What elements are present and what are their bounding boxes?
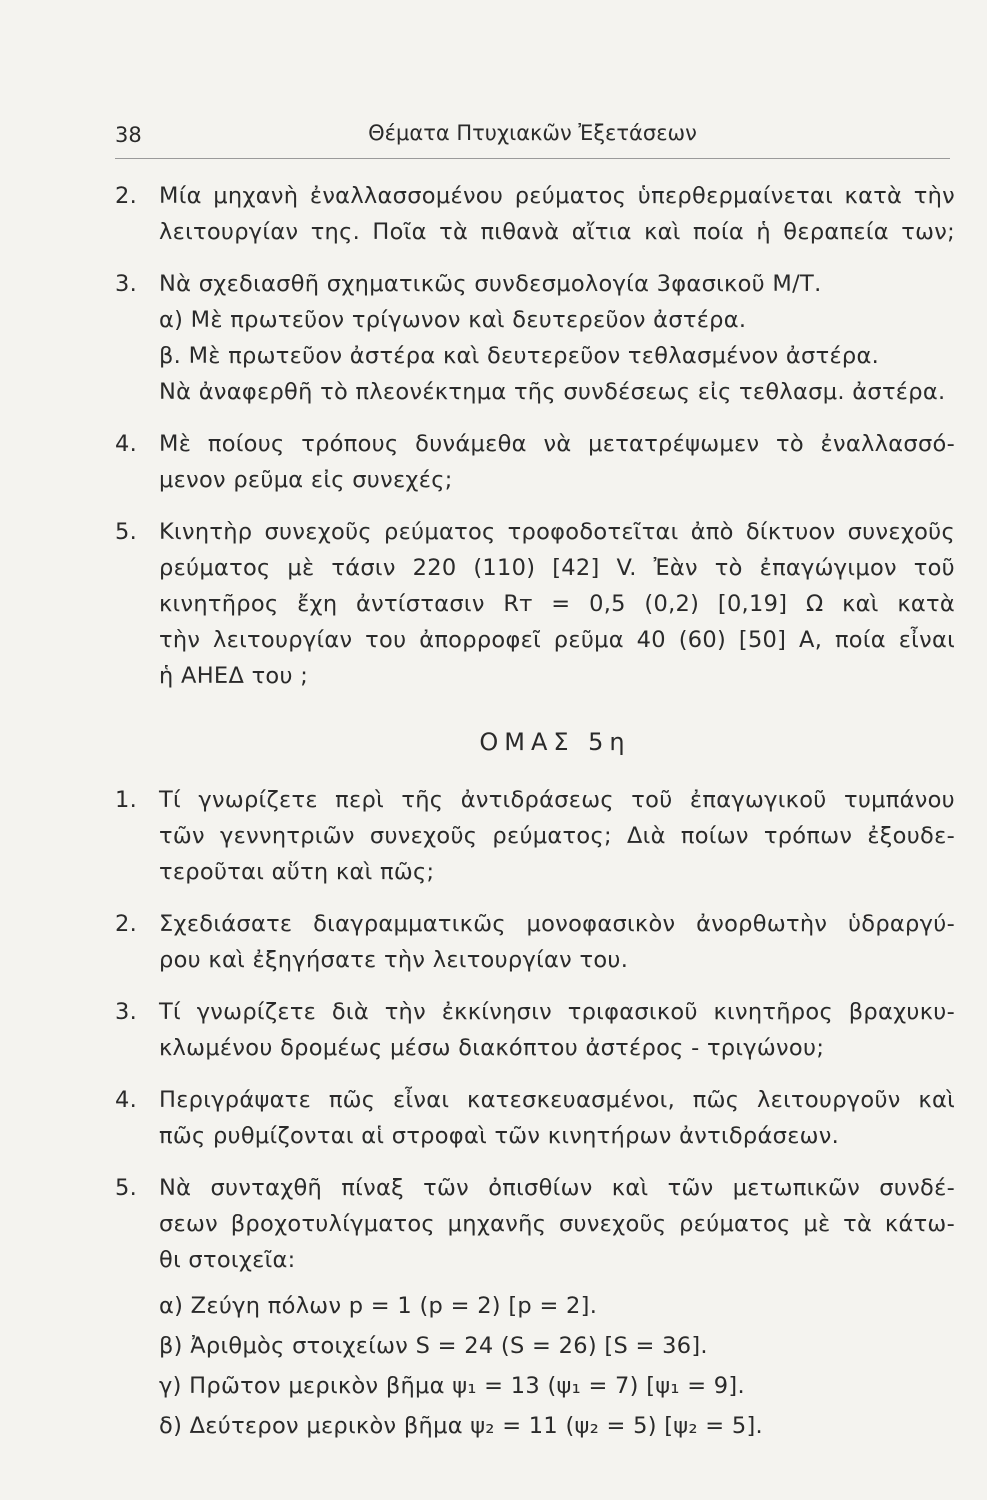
question-2 bbox=[115, 906, 955, 978]
question-3 bbox=[115, 266, 955, 410]
question-number: 2. bbox=[115, 183, 138, 209]
question-line: Περιγράψατε πῶς εἶναι κατεσκευασμένοι, πῶς λειτουργοῦν καὶ bbox=[159, 1087, 955, 1113]
question-line: Νὰ σχεδιασθῆ σχηματικῶς συνδεσμολογία 3φασικοῦ Μ/Τ. bbox=[159, 271, 822, 297]
question-number: 1. bbox=[115, 787, 138, 813]
question-line: Μία μηχανὴ ἐναλλασσομένου ρεύματος ὑπερθερμαίνεται κατὰ τὴν bbox=[159, 183, 955, 209]
question-line: θι στοιχεῖα: bbox=[159, 1247, 296, 1273]
question-line: Σχεδιάσατε διαγραμματικῶς μονοφασικὸν ἀνορθωτὴν ὑδραργύ- bbox=[159, 911, 955, 937]
question-line: Κινητὴρ συνεχοῦς ρεύματος τροφοδοτεῖται ἀπὸ δίκτυον συνεχοῦς bbox=[159, 519, 955, 545]
question-number: 3. bbox=[115, 271, 138, 297]
question-line: τὴν λειτουργίαν του ἀπορροφεῖ ρεῦμα 40 (60) [50] A, ποία εἶναι bbox=[159, 627, 955, 653]
question-line: β. Μὲ πρωτεῦον ἀστέρα καὶ δευτερεῦον τεθλασμένον ἀστέρα. bbox=[159, 343, 880, 369]
question-line: τῶν γεννητριῶν συνεχοῦς ρεύματος; Διὰ ποίων τρόπων ἐξουδε- bbox=[159, 823, 955, 849]
question-number: 4. bbox=[115, 1087, 138, 1113]
running-title: Θέματα Πτυχιακῶν Ἐξετάσεων bbox=[368, 121, 697, 145]
subitem: γ) Πρῶτον μερικὸν βῆμα ψ₁ = 13 (ψ₁ = 7) [ψ₁ = 9]. bbox=[159, 1373, 745, 1399]
question-line: Τί γνωρίζετε διὰ τὴν ἐκκίνησιν τριφασικοῦ κινητῆρος βραχυκυ- bbox=[159, 999, 955, 1025]
question-number: 2. bbox=[115, 911, 138, 937]
question-line: τεροῦται αὕτη καὶ πῶς; bbox=[159, 859, 435, 885]
question-5 bbox=[115, 1170, 955, 1446]
question-1 bbox=[115, 782, 955, 890]
question-line: ρου καὶ ἐξηγήσατε τὴν λειτουργίαν του. bbox=[159, 947, 629, 973]
question-line: α) Μὲ πρωτεῦον τρίγωνον καὶ δευτερεῦον ἀστέρα. bbox=[159, 307, 747, 333]
question-number: 3. bbox=[115, 999, 138, 1025]
section-title: ΟΜΑΣ 5η bbox=[479, 728, 631, 756]
question-number: 5. bbox=[115, 519, 138, 545]
question-line: κινητῆρος ἔχη ἀντίστασιν Rт = 0,5 (0,2) [0,19] Ω καὶ κατὰ bbox=[159, 591, 955, 617]
page-header bbox=[115, 118, 950, 159]
question-4 bbox=[115, 426, 955, 498]
question-line: σεων βροχοτυλίγματος μηχανῆς συνεχοῦς ρεύματος μὲ τὰ κάτω- bbox=[159, 1211, 955, 1237]
subitem: α) Ζεύγη πόλων p = 1 (p = 2) [p = 2]. bbox=[159, 1293, 598, 1319]
question-line: Νὰ συνταχθῆ πίναξ τῶν ὀπισθίων καὶ τῶν μετωπικῶν συνδέ- bbox=[159, 1175, 955, 1201]
subitem-list bbox=[159, 1286, 955, 1446]
question-4 bbox=[115, 1082, 955, 1154]
question-line: Μὲ ποίους τρόπους δυνάμεθα νὰ μετατρέψωμεν τὸ ἐναλλασσό- bbox=[159, 431, 955, 457]
page-number: 38 bbox=[115, 123, 142, 147]
question-line: λειτουργίαν της. Ποῖα τὰ πιθανὰ αἴτια καὶ ποία ἡ θεραπεία των; bbox=[159, 219, 955, 245]
question-3 bbox=[115, 994, 955, 1066]
question-line: Τί γνωρίζετε περὶ τῆς ἀντιδράσεως τοῦ ἐπαγωγικοῦ τυμπάνου bbox=[159, 787, 955, 813]
question-line: Νὰ ἀναφερθῆ τὸ πλεονέκτημα τῆς συνδέσεως εἰς τεθλασμ. ἀστέρα. bbox=[159, 379, 946, 405]
question-line: κλωμένου δρομέως μέσω διακόπτου ἀστέρος - τριγώνου; bbox=[159, 1035, 825, 1061]
question-number: 5. bbox=[115, 1175, 138, 1201]
subitem: β) Ἀριθμὸς στοιχείων S = 24 (S = 26) [S = 36]. bbox=[159, 1333, 708, 1359]
question-line: ἡ ΑΗΕΔ του ; bbox=[159, 663, 309, 689]
page-body bbox=[115, 178, 955, 1462]
subitem: δ) Δεύτερον μερικὸν βῆμα ψ₂ = 11 (ψ₂ = 5) [ψ₂ = 5]. bbox=[159, 1413, 763, 1439]
question-number: 4. bbox=[115, 431, 138, 457]
question-line: μενον ρεῦμα εἰς συνεχές; bbox=[159, 467, 453, 493]
question-line: ρεύματος μὲ τάσιν 220 (110) [42] V. Ἐὰν τὸ ἐπαγώγιμον τοῦ bbox=[159, 555, 955, 581]
question-line: πῶς ρυθμίζονται αἱ στροφαὶ τῶν κινητήρων ἀντιδράσεων. bbox=[159, 1123, 840, 1149]
question-5 bbox=[115, 514, 955, 694]
question-2 bbox=[115, 178, 955, 250]
